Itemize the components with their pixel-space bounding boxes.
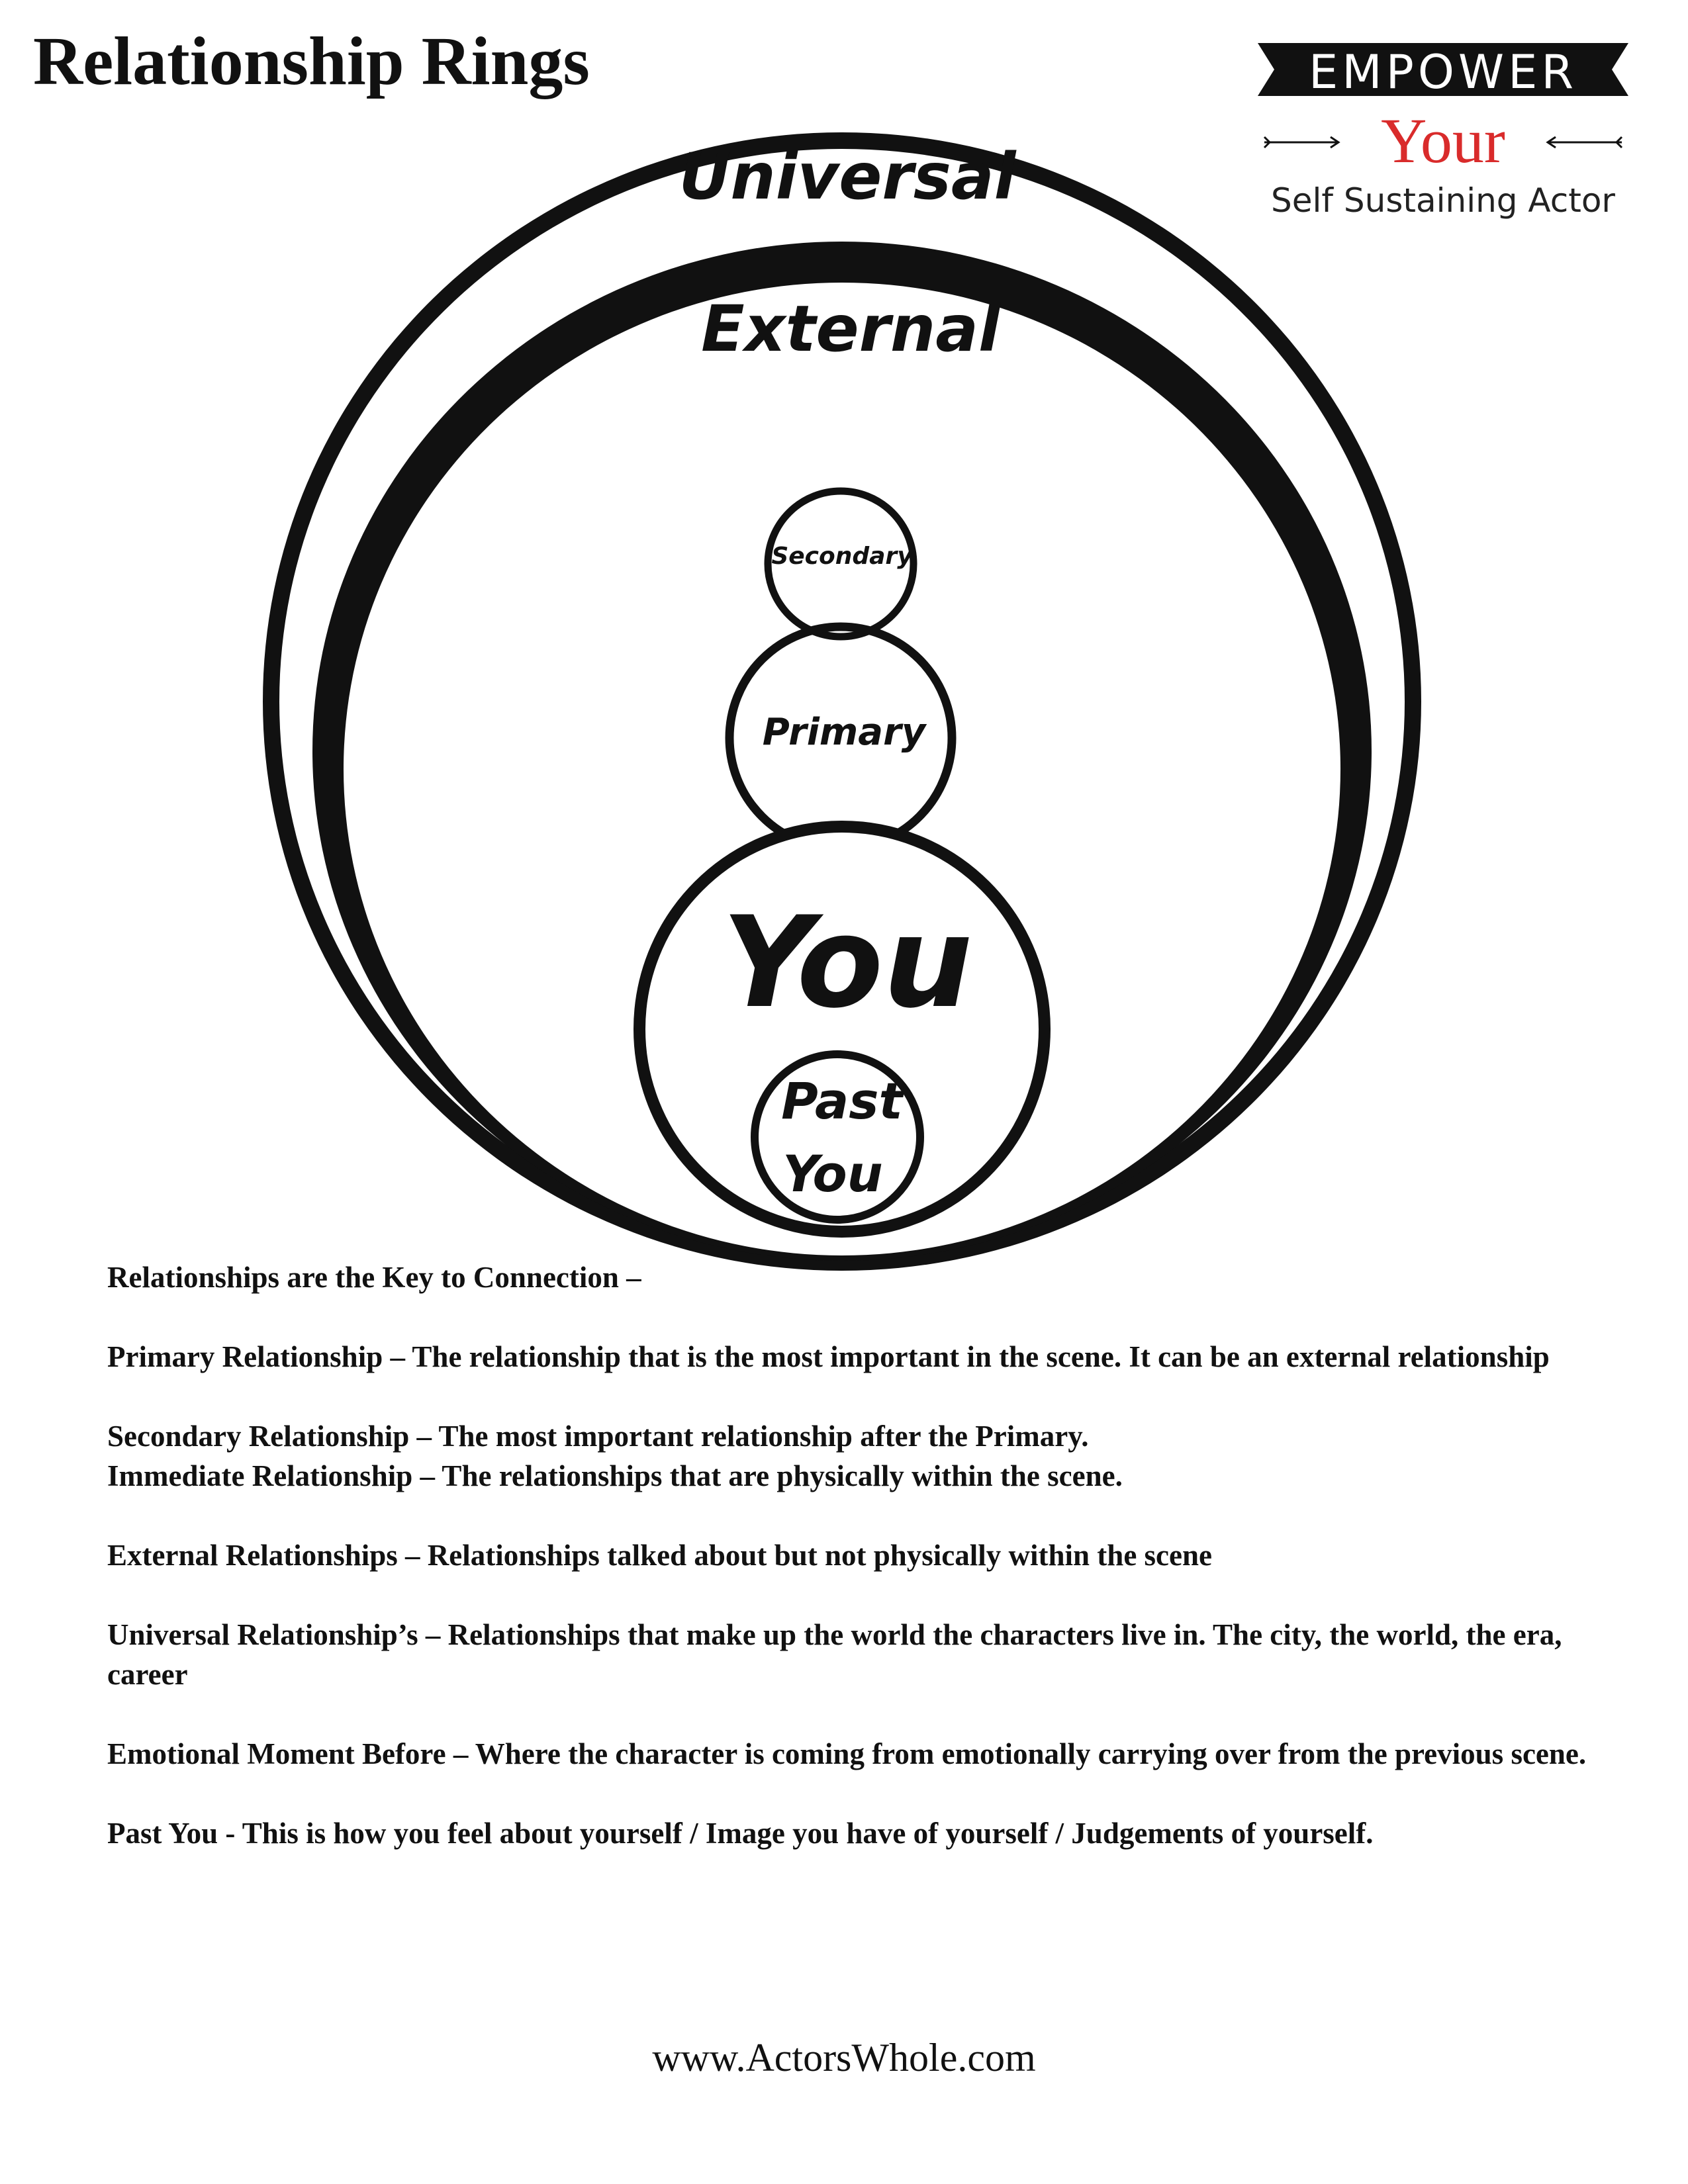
past-you-description: Past You - This is how you feel about yourself / Image you have of yourself / Judgements of yourself. [107,1817,1374,1850]
page-title: Relationship Rings [33,23,590,99]
past-you-label-line2: You [782,1144,883,1203]
logo-empower-text: EMPOWER [1308,45,1578,99]
external-description: External Relationships – Relationships talked about but not physically within the scene [107,1539,1212,1572]
immediate-description: Immediate Relationship – The relationships that are physically within the scene. [107,1459,1123,1492]
external-label: External [701,292,1000,366]
primary-label: Primary [762,711,926,754]
past-you-label-line1: Past [781,1071,903,1130]
secondary-label: Secondary [771,543,913,570]
footer-url: www.ActorsWhole.com [652,2036,1036,2079]
relationship-descriptions [107,1257,1617,1893]
logo-your-text: Your [1381,105,1505,176]
universal-description: Universal Relationship’s – Relationships that make up the world the characters live in. The city, the world, the era, career [107,1618,1562,1691]
universal-label: Universal [679,140,1016,214]
primary-description: Primary Relationship – The relationship that is the most important in the scene. It can be an external relationship [107,1340,1550,1373]
secondary-description: Secondary Relationship – The most important relationship after the Primary. [107,1420,1089,1453]
you-label: You [722,889,973,1036]
logo-tagline-text: Self Sustaining Actor [1271,181,1615,220]
emotional-description: Emotional Moment Before – Where the character is coming from emotionally carrying over from the previous scene. [107,1737,1587,1770]
intro-text: Relationships are the Key to Connection – [107,1261,641,1294]
